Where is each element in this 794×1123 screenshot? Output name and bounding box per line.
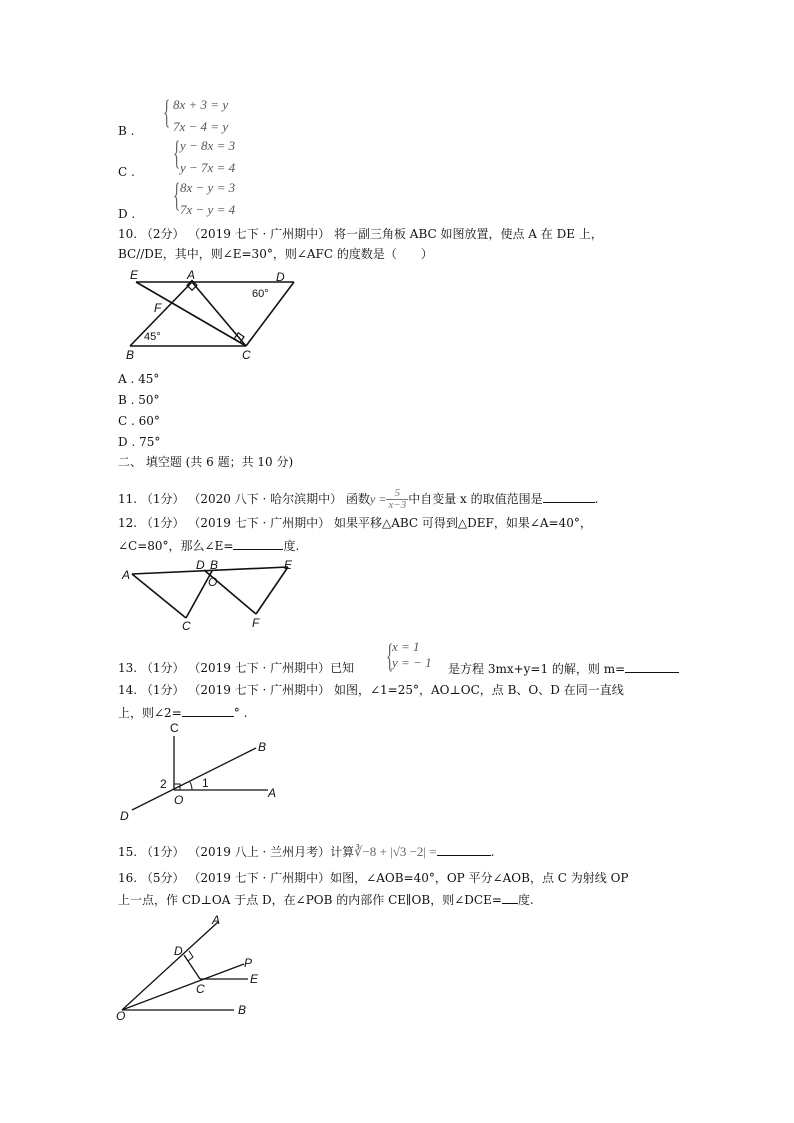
q11-suffix: 中自变量 x 的取值范围是 bbox=[408, 492, 543, 506]
q10-label-a: A bbox=[187, 268, 196, 282]
q9-option-c-label: C . bbox=[118, 165, 135, 179]
q9-option-b-eq2: 7x − 4 = y bbox=[173, 119, 229, 134]
q14-line2-suffix: ° . bbox=[233, 706, 248, 720]
q14-label-b: B bbox=[258, 740, 267, 754]
q12-label-a: A bbox=[122, 568, 131, 582]
q12-line-fe bbox=[256, 567, 288, 614]
q10-label-f: F bbox=[154, 301, 162, 315]
q10-label-e: E bbox=[130, 268, 139, 282]
q10-label-c: C bbox=[242, 348, 251, 362]
q14-label-d: D bbox=[120, 809, 129, 823]
q12-label-b: B bbox=[210, 558, 219, 572]
q11-frac-den: x−3 bbox=[388, 499, 407, 511]
q11-formula-lhs: y = bbox=[369, 492, 387, 506]
q12-text-line1: 12. （1分） （2019 七下 · 广州期中） 如果平移△ABC 可得到△DEF，如果∠A=40°， bbox=[118, 516, 592, 530]
q12-line-ac bbox=[132, 574, 186, 618]
section-2-heading: 二、 填空题 (共 6 题；共 10 分) bbox=[118, 455, 294, 469]
q10-text-line1: 10. （2分） （2019 七下 · 广州期中） 将一副三角板 ABC 如图放置，使点 A 在 DE 上， bbox=[118, 227, 603, 241]
q10-figure bbox=[118, 266, 308, 362]
q10-option-d: D . 75° bbox=[118, 435, 161, 449]
q10-label-d: D bbox=[276, 270, 285, 284]
q12-figure bbox=[118, 558, 303, 634]
q16-label-b: B bbox=[238, 1003, 247, 1017]
q16-text-line1: 16. （5分） （2019 七下 · 广州期中）如图，∠AOB=40°，OP 平分∠AOB，点 C 为射线 OP bbox=[118, 871, 629, 885]
q13-eq1: x = 1 bbox=[392, 639, 420, 654]
q12-label-d: D bbox=[196, 558, 205, 572]
q14-label-1: 1 bbox=[202, 776, 209, 790]
q9-option-d-eq2: 7x − y = 4 bbox=[180, 202, 236, 217]
q16-figure bbox=[114, 912, 274, 1024]
q16-line2 bbox=[118, 891, 534, 908]
q13-prefix: 13. （1分） （2019 七下 · 广州期中）已知 bbox=[118, 661, 355, 675]
q16-label-p: P bbox=[244, 956, 253, 970]
q11-fraction bbox=[386, 488, 408, 511]
q14-figure bbox=[118, 720, 288, 826]
q14-answer-blank[interactable] bbox=[182, 704, 234, 717]
q13-eq2: y = − 1 bbox=[392, 655, 432, 670]
q10-option-c: C . 60° bbox=[118, 414, 160, 428]
q16-ray-oa bbox=[122, 922, 218, 1010]
q13-answer-blank[interactable] bbox=[625, 660, 679, 673]
q14-label-c: C bbox=[170, 721, 179, 735]
q16-label-d: D bbox=[174, 944, 183, 958]
q11-line bbox=[118, 488, 598, 511]
q14-text-line1: 14. （1分） （2019 七下 · 广州期中） 如图，∠1=25°，AO⊥OC，点 B、O、D 在同一直线 bbox=[118, 683, 624, 697]
q11-answer-blank[interactable] bbox=[543, 490, 595, 503]
q9-option-b-brace: { bbox=[163, 94, 171, 131]
q10-angle-60: 60° bbox=[252, 288, 269, 300]
q13-suffix: 是方程 3mx+y=1 的解，则 m= bbox=[448, 662, 626, 676]
q10-line-ac bbox=[192, 282, 246, 346]
q14-label-o: O bbox=[174, 793, 184, 807]
q12-label-f: F bbox=[252, 616, 260, 630]
q9-option-d-eq1: 8x − y = 3 bbox=[180, 180, 236, 195]
q12-label-o: O bbox=[208, 575, 218, 589]
q10-angle-45: 45° bbox=[144, 331, 161, 343]
q10-option-b: B . 50° bbox=[118, 393, 160, 407]
q9-option-b-eq1: 8x + 3 = y bbox=[173, 97, 229, 112]
q15-answer-blank[interactable] bbox=[437, 843, 491, 856]
q16-ray-op bbox=[122, 964, 244, 1010]
q13-brace: { bbox=[386, 638, 394, 675]
q12-line2-prefix: ∠C=80°，那么∠E= bbox=[118, 539, 234, 553]
q15-prefix: 15. （1分） （2019 八上 · 兰州月考）计算 bbox=[118, 845, 355, 859]
q16-label-o: O bbox=[116, 1009, 126, 1023]
q16-line2-prefix: 上一点，作 CD⊥OA 于点 D，在∠POB 的内部作 CE∥OB，则∠DCE= bbox=[118, 893, 502, 907]
q12-label-e: E bbox=[284, 558, 293, 572]
q9-option-d-label: D . bbox=[118, 207, 136, 221]
q10-label-b: B bbox=[126, 348, 135, 362]
q11-end: . bbox=[594, 492, 599, 506]
q16-answer-blank[interactable] bbox=[502, 891, 518, 904]
q9-option-d-brace: { bbox=[173, 177, 181, 214]
q13-suffix-line bbox=[448, 660, 679, 677]
q15-line bbox=[118, 843, 494, 860]
q11-frac-num: 5 bbox=[386, 488, 408, 500]
q16-label-a: A bbox=[212, 913, 221, 927]
q9-option-c-eq2: y − 7x = 4 bbox=[180, 160, 236, 175]
q12-line2-suffix: 度. bbox=[283, 539, 300, 553]
q16-line2-suffix: 度. bbox=[517, 893, 534, 907]
q9-option-c-brace: { bbox=[173, 135, 181, 172]
q10-text-line2: BC//DE，其中，则∠E=30°，则∠AFC 的度数是（ ） bbox=[118, 247, 433, 261]
q14-arc-1 bbox=[190, 782, 192, 790]
q12-answer-blank[interactable] bbox=[233, 537, 283, 550]
q12-line2 bbox=[118, 537, 299, 554]
q16-line-cd bbox=[184, 955, 200, 979]
q12-label-c: C bbox=[182, 619, 191, 633]
q9-option-c-eq1: y − 8x = 3 bbox=[180, 138, 236, 153]
q14-label-a: A bbox=[268, 786, 277, 800]
q16-label-c: C bbox=[196, 982, 205, 996]
q16-right-angle bbox=[188, 951, 193, 961]
q16-label-e: E bbox=[250, 972, 259, 986]
q10-option-a: A . 45° bbox=[118, 372, 160, 386]
q15-end: . bbox=[490, 845, 495, 859]
q11-prefix: 11. （1分） （2020 八下 · 哈尔滨期中） 函数 bbox=[118, 492, 370, 506]
q14-line2 bbox=[118, 704, 247, 721]
q15-expression: ∛−8 + |√3 −2| = bbox=[354, 844, 437, 859]
q14-line-bd bbox=[132, 748, 256, 810]
q14-label-2: 2 bbox=[160, 777, 167, 791]
q9-option-b-label: B . bbox=[118, 124, 135, 138]
q14-line2-prefix: 上，则∠2= bbox=[118, 706, 182, 720]
